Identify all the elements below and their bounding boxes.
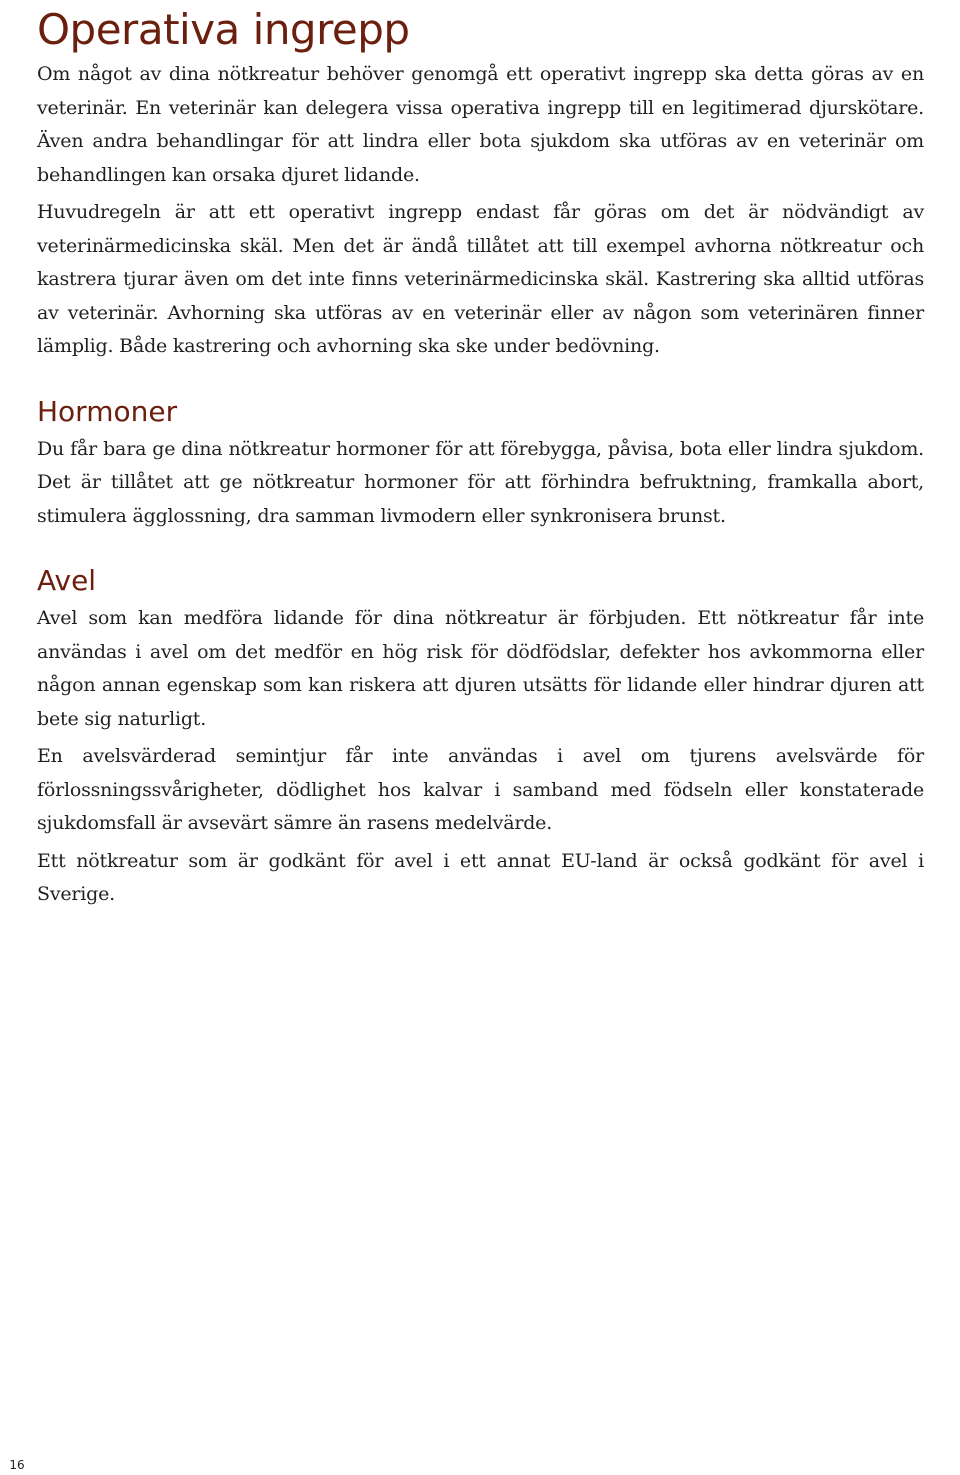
paragraph-hormoner-1: Du får bara ge dina nötkreatur hormoner för att förebygga, påvisa, bota eller lindra sjukdom. Det är tillåtet att ge nötkreatur hormoner för att förhindra befruktning, framkalla abort, stimulera ägglossning, dra samman livmodern eller synkronisera brunst. bbox=[37, 437, 924, 527]
section-heading-hormoner: Hormoner bbox=[37, 394, 178, 428]
page-content bbox=[37, 0, 924, 912]
page-title: Operativa ingrepp bbox=[37, 5, 410, 54]
section-heading-avel: Avel bbox=[37, 564, 97, 597]
paragraph-avel-2: En avelsvärderad semintjur får inte användas i avel om tjurens avelsvärde för förlossningssvårigheter, dödlighet hos kalvar i samband med födseln eller konstaterade sjukdomsfall är avsevärt sämre än rasens medelvärde. bbox=[37, 745, 924, 834]
paragraph-avel-3: Ett nötkreatur som är godkänt för avel i ett annat EU-land är också godkänt för avel i Sverige. bbox=[37, 849, 924, 905]
spacer bbox=[37, 364, 924, 395]
paragraph-avel-1: Avel som kan medföra lidande för dina nötkreatur är förbjuden. Ett nötkreatur får inte användas i avel om det medför en hög risk för dödfödslar, defekter hos avkommorna eller någon annan egenskap som kan riskera att djuren utsätts för lidande eller hindrar djuren att bete sig naturligt. bbox=[37, 607, 924, 730]
spacer bbox=[37, 533, 924, 564]
paragraph-operativa-2: Huvudregeln är att ett operativt ingrepp endast får göras om det är nödvändigt av veterinärmedicinska skäl. Men det är ändå tillåtet att till exempel avhorna nötkreatur och kastrera tjurar även om det inte finns veterinärmedicinska skäl. Kastrering ska alltid utföras av veterinär. Avhorning ska utföras av en veterinär eller av någon som veterinären finner lämplig. Både kastrering och avhorning ska ske under bedövning. bbox=[37, 201, 924, 357]
paragraph-operativa-1: Om något av dina nötkreatur behöver genomgå ett operativt ingrepp ska detta göras av en veterinär. En veterinär kan delegera vissa operativa ingrepp till en legitimerad djurskötare. Även andra behandlingar för att lindra eller bota sjukdom ska utföras av en veterinär om behandlingen kan orsaka djuret lidande. bbox=[37, 63, 924, 186]
page-number: 16 bbox=[9, 1458, 25, 1472]
